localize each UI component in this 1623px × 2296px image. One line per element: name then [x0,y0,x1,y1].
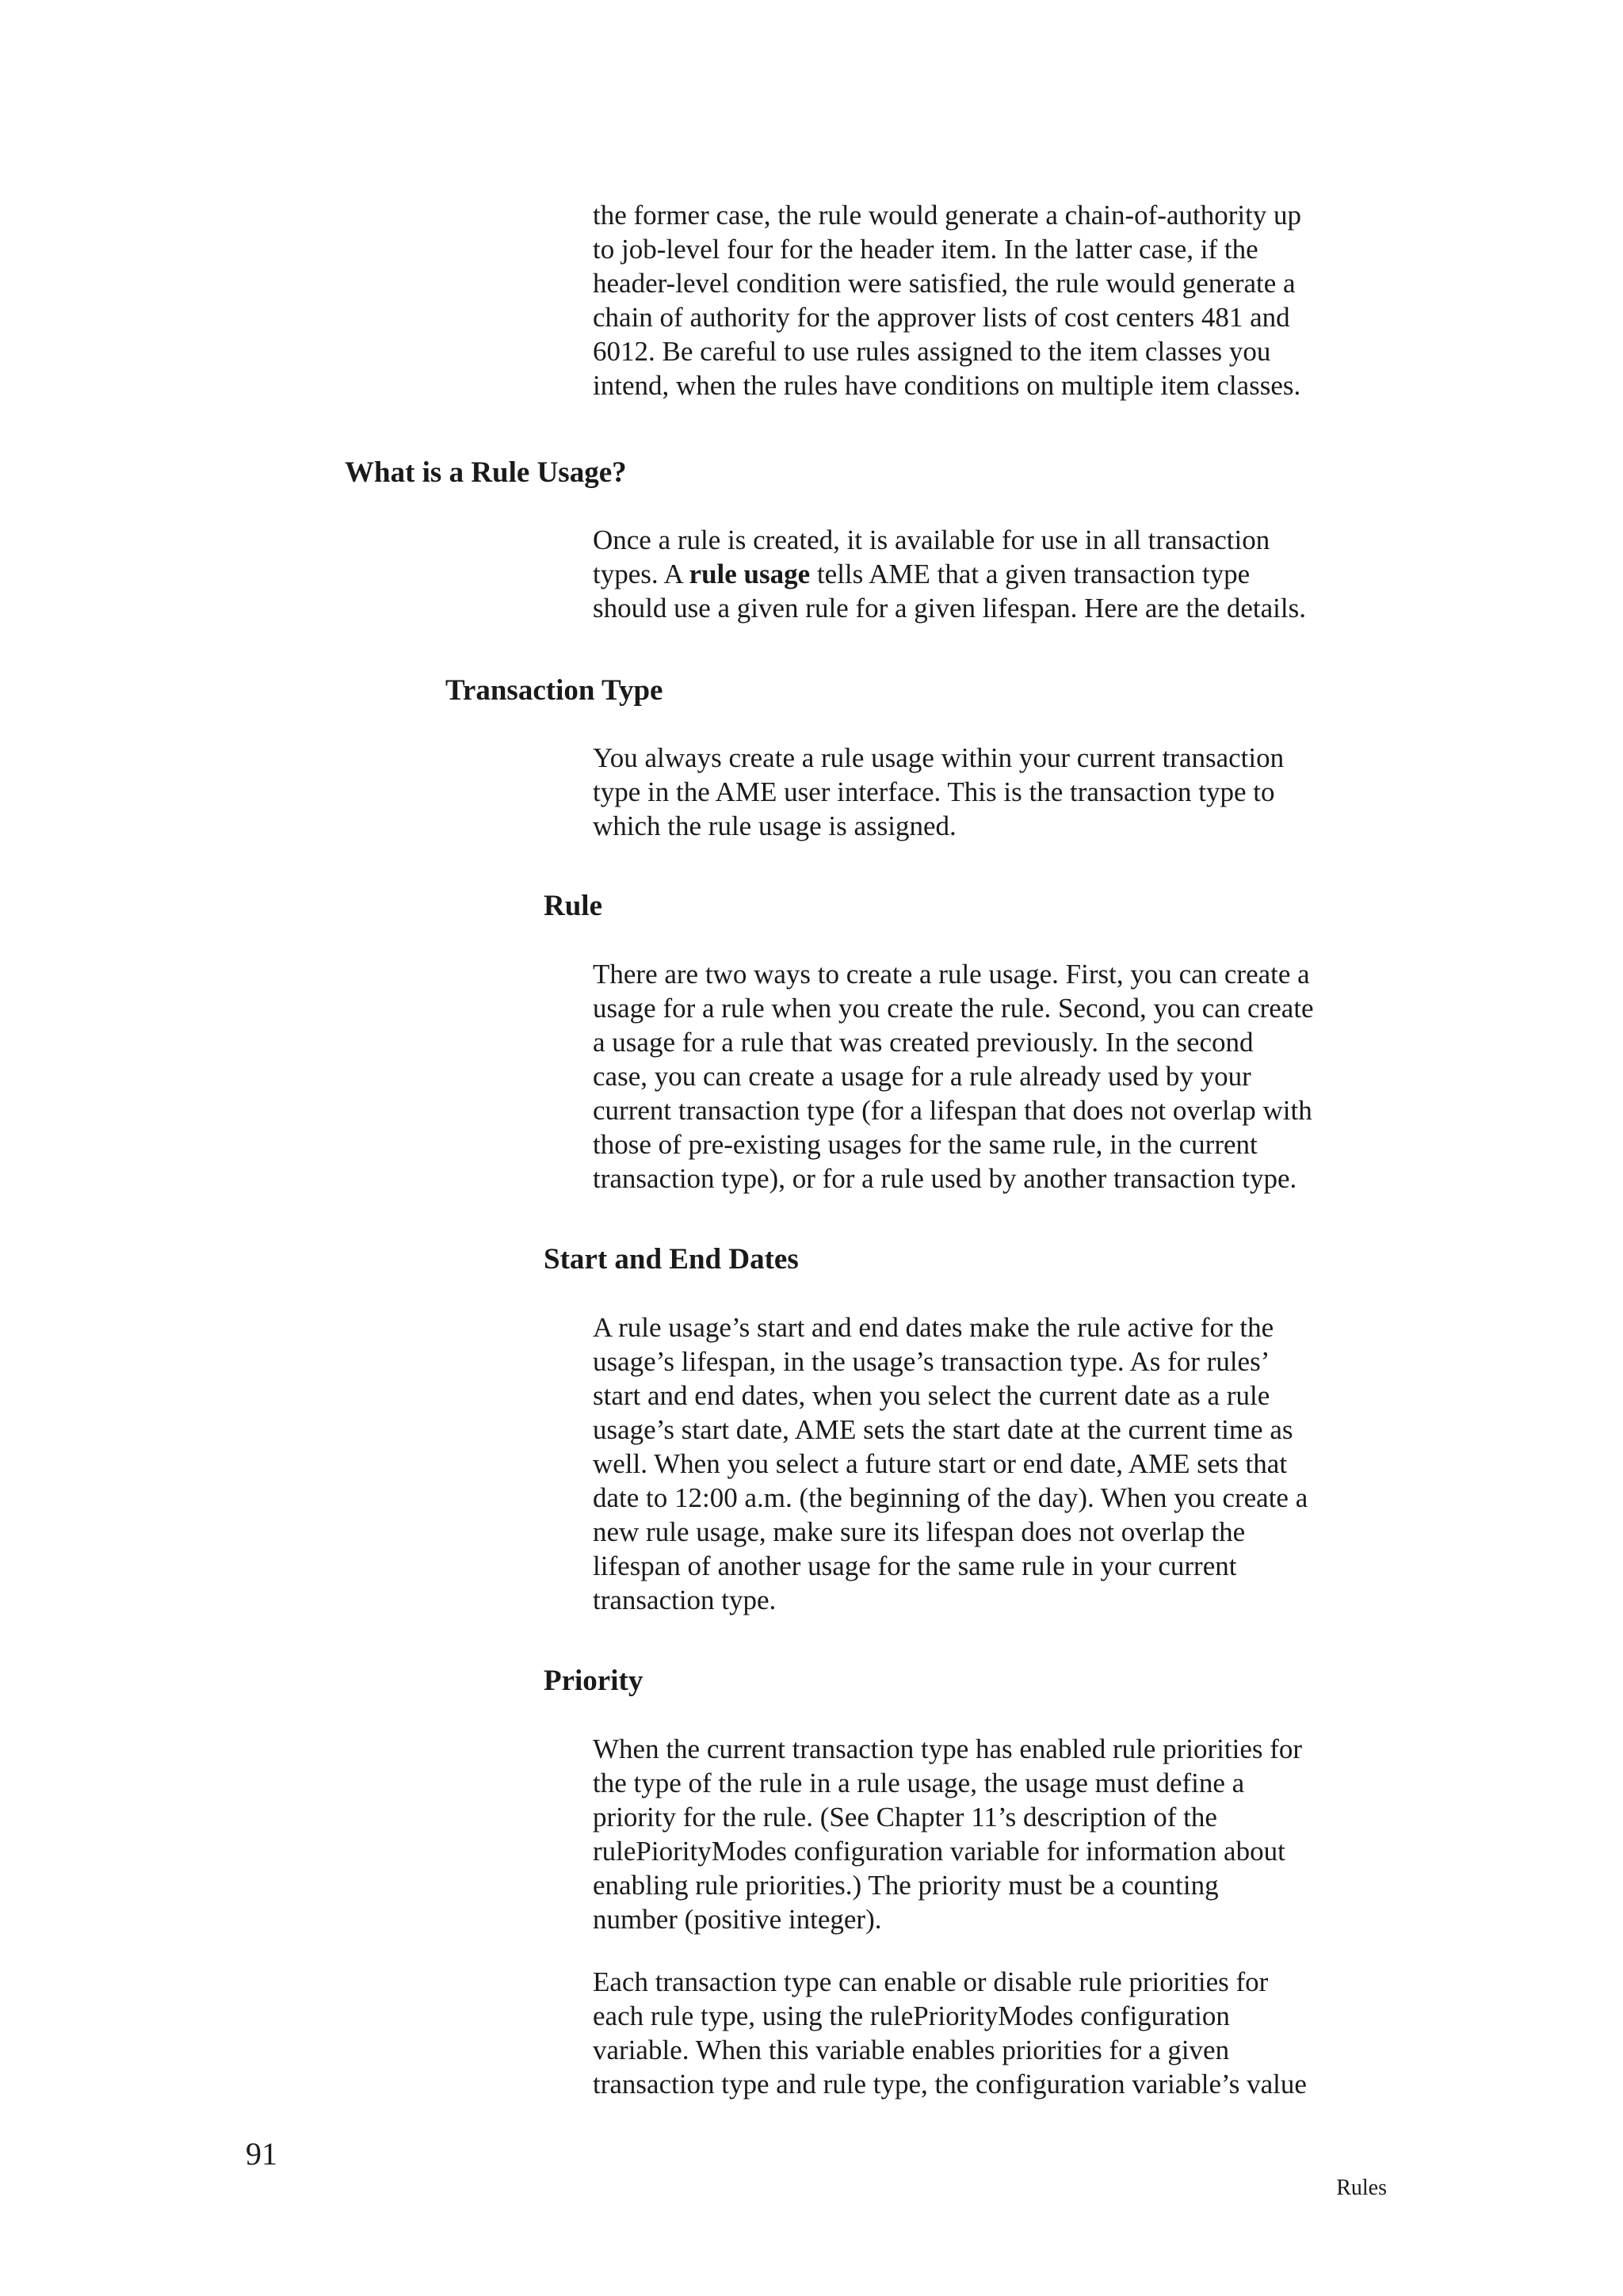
text-line: When the current transaction type has enabled rule priorities for [593,1733,1303,1764]
text-line: the type of the rule in a rule usage, the usage must define a [593,1768,1245,1798]
intro-paragraph [593,198,1401,402]
text-line: date to 12:00 a.m. (the beginning of the day). When you create a [593,1482,1308,1513]
text-line: usage’s lifespan, in the usage’s transaction type. As for rules’ [593,1346,1270,1377]
priority-paragraph-1 [593,1732,1401,1936]
text-run: tells AME that a given transaction type [810,559,1251,589]
text-line: There are two ways to create a rule usage. First, you can create a [593,959,1310,990]
text-line: which the rule usage is assigned. [593,810,957,841]
page-number: 91 [246,2136,277,2172]
text-line: well. When you select a future start or end date, AME sets that [593,1448,1288,1479]
text-line: those of pre-existing usages for the same rule, in the current [593,1129,1258,1160]
text-line: each rule type, using the rulePriorityModes configuration [593,2000,1230,2031]
text-line: type in the AME user interface. This is the transaction type to [593,776,1275,807]
text-line: should use a given rule for a given lifespan. Here are the details. [593,593,1306,624]
text-line: priority for the rule. (See Chapter 11’s description of the [593,1802,1217,1833]
text-line: Once a rule is created, it is available for use in all transaction [593,524,1270,555]
text-line: transaction type), or for a rule used by another transaction type. [593,1163,1297,1194]
text-line: rulePiorityModes configuration variable for information about [593,1836,1285,1867]
text-line: Each transaction type can enable or disable rule priorities for [593,1966,1269,1997]
text-line: intend, when the rules have conditions on multiple item classes. [593,370,1301,401]
text-line: A rule usage’s start and end dates make the rule active for the [593,1312,1274,1343]
text-line: lifespan of another usage for the same rule in your current [593,1550,1237,1581]
text-line: header-level condition were satisfied, the rule would generate a [593,268,1296,299]
subsection-heading-dates: Start and End Dates [544,1243,799,1276]
bold-term: rule usage [689,559,811,589]
section-heading-rule-usage: What is a Rule Usage? [345,456,627,489]
text-line: 6012. Be careful to use rules assigned to the item classes you [593,336,1271,367]
text-line: case, you can create a usage for a rule already used by your [593,1061,1251,1092]
text-line: the former case, the rule would generate a chain-of-authority up [593,200,1302,231]
text-line: a usage for a rule that was created previously. In the second [593,1027,1254,1058]
text-line: You always create a rule usage within your current transaction [593,742,1285,773]
text-line: transaction type and rule type, the configuration variable’s value [593,2069,1307,2100]
text-line: usage’s start date, AME sets the start date at the current time as [593,1414,1293,1445]
rule-paragraph [593,957,1401,1196]
dates-paragraph [593,1310,1401,1617]
transaction-type-paragraph [593,741,1401,843]
text-line: current transaction type (for a lifespan that does not overlap with [593,1095,1312,1126]
text-line: chain of authority for the approver lists of cost centers 481 and [593,302,1290,333]
text-line: number (positive integer). [593,1904,882,1935]
rule-usage-paragraph [593,523,1401,625]
text-line: transaction type. [593,1585,777,1615]
text-line: to job-level four for the header item. In the latter case, if the [593,234,1258,265]
text-run: types. A [593,559,689,589]
text-line: new rule usage, make sure its lifespan does not overlap the [593,1516,1246,1547]
footer-section-title: Rules [1336,2176,1387,2200]
text-line: usage for a rule when you create the rule. Second, you can create [593,993,1314,1024]
subsection-heading-rule: Rule [544,890,602,922]
subsection-heading-transaction-type: Transaction Type [445,674,663,707]
subsection-heading-priority: Priority [544,1665,643,1697]
text-line: start and end dates, when you select the current date as a rule [593,1380,1270,1411]
text-line [593,557,1401,591]
priority-paragraph-2 [593,1965,1401,2101]
text-line: enabling rule priorities.) The priority must be a counting [593,1870,1219,1901]
text-line: variable. When this variable enables priorities for a given [593,2035,1230,2065]
